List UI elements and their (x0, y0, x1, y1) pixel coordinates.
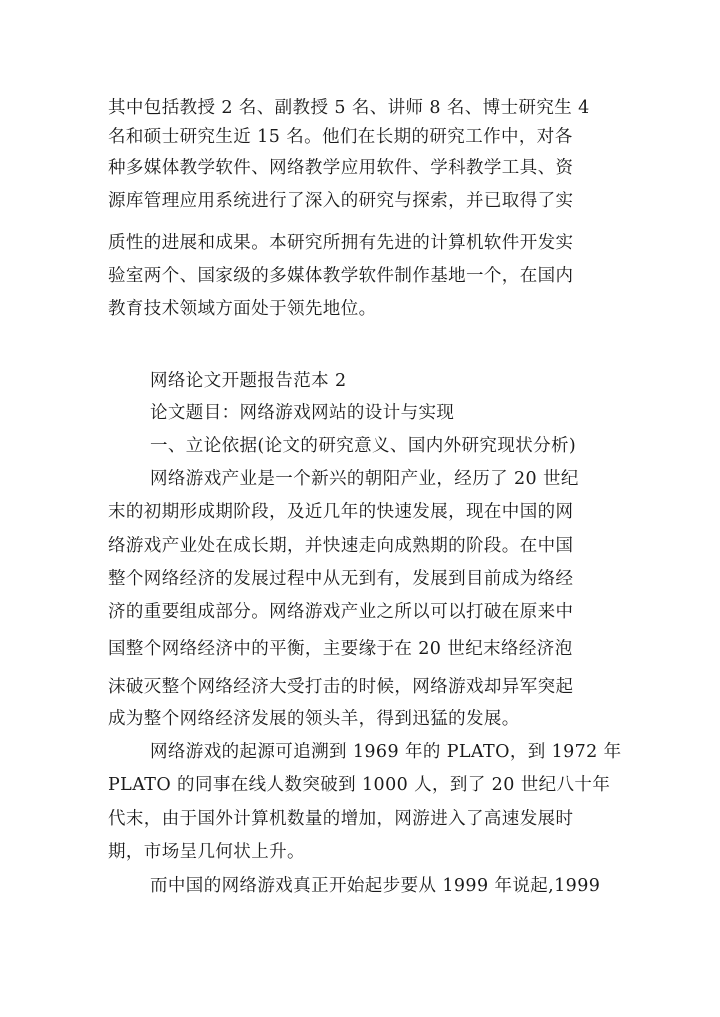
paragraph-3-line: 网络游戏的起源可追溯到 1969 年的 PLATO，到 1972 年 (150, 742, 622, 762)
paragraph-2-line: 络游戏产业处在成长期，并快速走向成熟期的阶段。在中国 (108, 536, 574, 556)
paragraph-2-line: 济的重要组成部分。网络游戏产业之所以可以打破在原来中 (108, 602, 574, 622)
paragraph-3-line: 期，市场呈几何状上升。 (108, 842, 305, 862)
paragraph-2-line: 网络游戏产业是一个新兴的朝阳产业，经历了 20 世纪 (150, 469, 579, 489)
paragraph-2-line: 成为整个网络经济发展的领头羊，得到迅猛的发展。 (108, 709, 520, 729)
paragraph-1-line: 教育技术领域方面处于领先地位。 (108, 299, 377, 319)
paragraph-4-line: 而中国的网络游戏真正开始起步要从 1999 年说起,1999 (150, 876, 601, 896)
paragraph-2-line: 末的初期形成期阶段，及近几年的快速发展，现在中国的网 (108, 502, 574, 522)
paragraph-1-line: 名和硕士研究生近 15 名。他们在长期的研究工作中，对各 (108, 127, 573, 147)
paragraph-1-line: 源库管理应用系统进行了深入的研究与探索，并已取得了实 (108, 191, 574, 211)
paragraph-3-line: 代末，由于国外计算机数量的增加，网游进入了高速发展时 (108, 809, 574, 829)
section-1-title: 一、立论依据(论文的研究意义、国内外研究现状分析) (150, 436, 577, 456)
paragraph-3-line: PLATO 的同事在线人数突破到 1000 人，到了 20 世纪八十年 (108, 775, 611, 795)
section-heading: 网络论文开题报告范本 2 (150, 371, 347, 391)
paragraph-1-line: 其中包括教授 2 名、副教授 5 名、讲师 8 名、博士研究生 4 (108, 98, 590, 118)
paragraph-2-line: 沫破灭整个网络经济大受打击的时候，网络游戏却异军突起 (108, 677, 574, 697)
paragraph-1-line: 种多媒体教学软件、网络教学应用软件、学科教学工具、资 (108, 158, 574, 178)
paragraph-2-line: 整个网络经济的发展过程中从无到有，发展到目前成为络经 (108, 569, 574, 589)
thesis-topic: 论文题目：网络游戏网站的设计与实现 (150, 403, 455, 423)
paragraph-2-line: 国整个网络经济中的平衡，主要缘于在 20 世纪末络经济泡 (108, 639, 573, 659)
paragraph-1-line: 验室两个、国家级的多媒体教学软件制作基地一个，在国内 (108, 266, 574, 286)
paragraph-1-line: 质性的进展和成果。本研究所拥有先进的计算机软件开发实 (108, 233, 574, 253)
